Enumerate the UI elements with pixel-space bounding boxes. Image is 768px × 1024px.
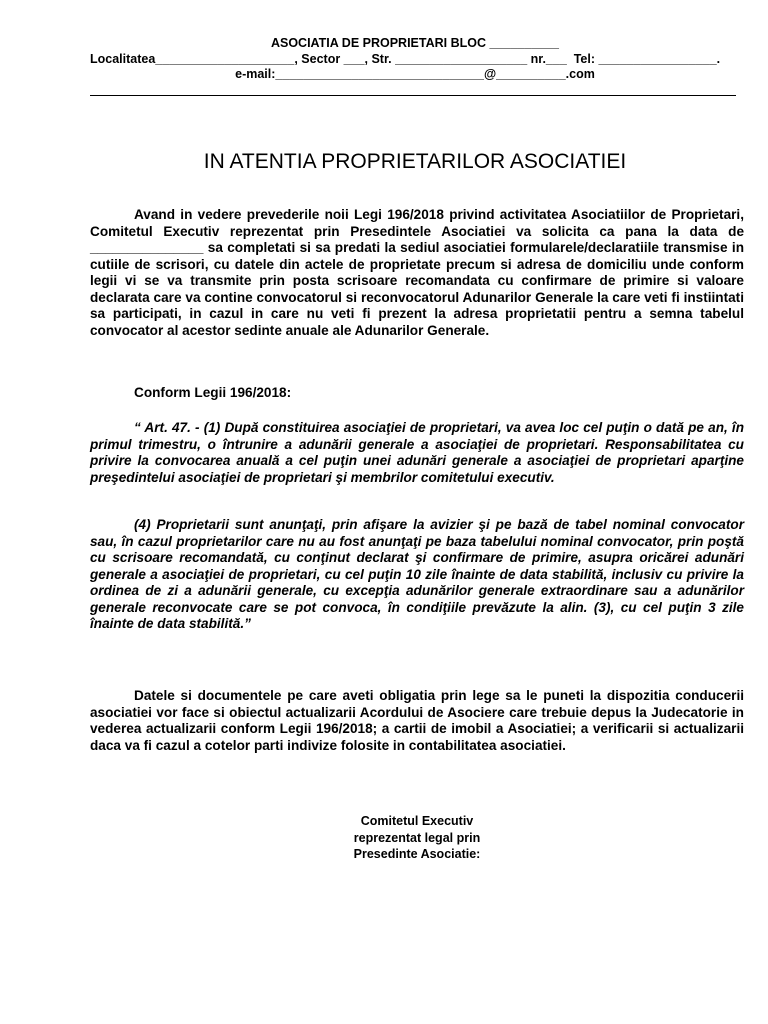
signature-line-president: Presedinte Asociatie: — [353, 847, 481, 861]
closing-paragraph: Datele si documentele pe care aveti obligatia prin lege sa le puneti la dispozitia conducerii asociatiei vor face si obiectul actualizarii Acordului de Asociere care trebuie depus la Judecatorie in vederea actualizarii conform Legii 196/2018; a cartii de imobil a Asociatiei; a verificarii si actualizarii daca va fi cazul a cotelor parti indivize folosite in contabilitatea asociatiei. — [90, 688, 744, 753]
address-line: Localitatea____________________, Sector ___, Str. ___________________ nr.___ Tel: _________________. — [90, 52, 721, 66]
law-reference: Conform Legii 196/2018: — [134, 385, 292, 400]
association-header: ASOCIATIA DE PROPRIETARI BLOC __________ — [270, 36, 560, 50]
header-divider — [90, 95, 736, 96]
signature-line-represented: reprezentat legal prin — [353, 830, 481, 845]
article-47-paragraph: “ Art. 47. - (1) După constituirea asociaţiei de proprietari, va avea loc cel puţin o dată pe an, în primul trimestru, o întrunire a adunării generale a asociaţiei de proprietari. Responsabilitatea cu privire la convocarea anuală a cel puţin unei adunări generale a asociaţiei de proprietari aparţine preşedintelui asociaţiei de proprietari şi membrilor comitetului executiv. — [90, 420, 744, 485]
signature-block — [300, 813, 534, 863]
intro-paragraph: Avand in vedere prevederile noii Legi 196/2018 privind activitatea Asociatiilor de Proprietari, Comitetul Executiv reprezentat prin Presedintele Asociatiei va solicita ca pana la data de _______________ sa completati si sa predati la sediul asociatiei formularele/declaratiile transmise in cutiile de scrisori, cu datele din actele de proprietate precum si adresa de domiciliu unde conform legii vi se va transmite prin posta scrisoare recomandata cu confirmare de primire si valoare declarata care va contine convocatorul si reconvocatorul Adunarilor Generale la care veti fi instiintati sa participati, in cazul in care nu veti fi prezent la adresa proprietatii pentru a semna tabelul convocator al acestor sedinte anuale ale Adunarilor Generale. — [90, 207, 744, 338]
signature-line-committee: Comitetul Executiv — [360, 814, 474, 828]
email-line: e-mail:______________________________@__________.com — [235, 67, 595, 81]
article-47-alin-4-paragraph: (4) Proprietarii sunt anunţaţi, prin afişare la avizier şi pe bază de tabel nominal convocator sau, în cazul proprietarilor care nu au fost anunţaţi pe baza tabelului nominal convocator, prin poştă cu scrisoare recomandată, cu conţinut declarat şi confirmare de primire, asupra oricărei adunări generale a asociaţiei de proprietari, cu cel puţin 10 zile înainte de data stabilită, inclusiv cu privire la ordinea de zi a adunării generale, cu excepţia adunărilor generale extraordinare sau a adunărilor generale reconvocate care se pot convoca, în condiţiile prevăzute la alin. (3), cu cel puţin 3 zile înainte de data stabilită.” — [90, 517, 744, 631]
page-title: IN ATENTIA PROPRIETARILOR ASOCIATIEI — [203, 150, 627, 173]
